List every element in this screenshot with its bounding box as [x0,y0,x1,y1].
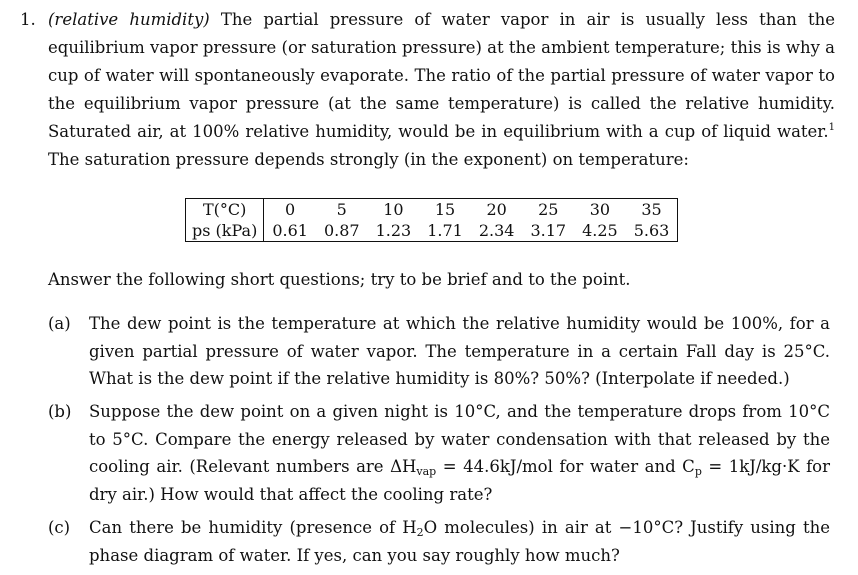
pressure-row [186,220,678,242]
saturation-pressure-table [185,198,678,242]
part-a-label: (a) [48,314,71,333]
pressure-cell: 0.61 [264,220,316,242]
temperature-cell: 30 [574,199,626,221]
intro-text-2: The saturation pressure depends strongly (in the exponent) on temperature: [48,150,689,169]
pressure-cell: 4.25 [574,220,626,242]
part-c [48,514,830,569]
temperature-cell: 10 [368,199,420,221]
h2o-subscript: 2 [416,526,424,539]
temperature-cell: 25 [522,199,574,221]
part-c-text [89,514,830,569]
pressure-cell: 2.34 [471,220,523,242]
vap-subscript: vap [416,465,437,478]
part-b-text [89,398,830,508]
part-c-text-2: O molecules) in air at −10°C? Justify using the phase diagram of water. If yes, can you say roughly how much? [89,518,830,565]
pressure-cell: 1.71 [419,220,471,242]
part-b [48,398,830,508]
footnote-mark: 1 [828,122,835,133]
part-b-text-1: Suppose the dew point on a given night is 10°C, and the temperature drops from 10°C to 5°C. Compare the energy released by water condensation with that released by the cooling air. (Relevant numbers are ΔH [89,402,830,476]
pressure-cell: 0.87 [316,220,368,242]
temperature-header: T(°C) [186,199,264,221]
part-b-label: (b) [48,402,72,421]
temperature-cell: 35 [626,199,678,221]
temperature-row [186,199,678,221]
problem-1 [20,6,835,174]
temperature-cell: 20 [471,199,523,221]
temperature-cell: 0 [264,199,316,221]
part-c-text-1: Can there be humidity (presence of H [89,518,417,537]
pressure-header: ps (kPa) [186,220,264,242]
temperature-cell: 15 [419,199,471,221]
pressure-cell: 3.17 [522,220,574,242]
part-b-text-3: = 1kJ/kg·K for dry air.) How would that affect the cooling rate? [89,457,830,504]
part-a [48,310,830,393]
problem-intro [48,6,835,174]
part-c-label: (c) [48,518,71,537]
instructions: Answer the following short questions; try to be brief and to the point. [48,270,631,289]
problem-keyword: (relative humidity) [48,10,210,29]
temperature-cell: 5 [316,199,368,221]
pressure-cell: 5.63 [626,220,678,242]
cp-subscript: p [694,465,702,478]
part-b-text-2: = 44.6kJ/mol for water and C [436,457,695,476]
intro-text: The partial pressure of water vapor in air is usually less than the equilibrium vapor pressure (or saturation pressure) at the ambient temperature; this is why a cup of water will spontaneously evaporate. The ratio of the partial pressure of water vapor to the equilibrium vapor pressure (at the same temperature) is called the relative humidity. Saturated air, at 100% relative humidity, would be in equilibrium with a cup of liquid water. [48,10,835,141]
pressure-cell: 1.23 [368,220,420,242]
part-a-text: The dew point is the temperature at which the relative humidity would be 100%, for a given partial pressure of water vapor. The temperature in a certain Fall day is 25°C. What is the dew point if the relative humidity is 80%? 50%? (Interpolate if needed.) [89,314,830,388]
problem-number: 1. [20,10,36,29]
